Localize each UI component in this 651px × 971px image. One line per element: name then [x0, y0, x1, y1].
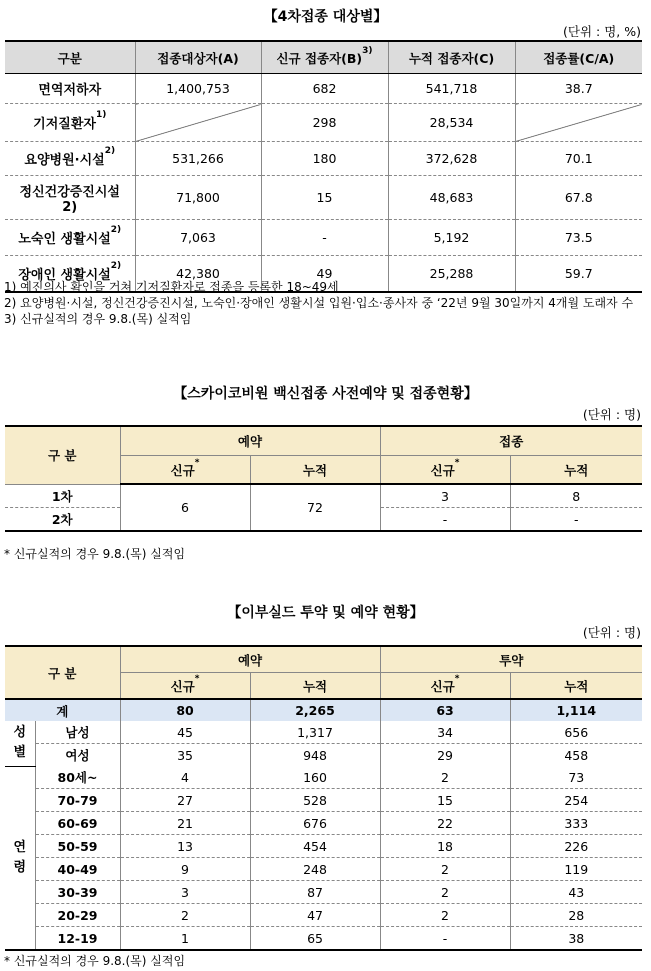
target-value: 7,063: [135, 220, 261, 256]
reserve-cum-value: 1,317: [250, 721, 380, 744]
reserve-cum-value: 47: [250, 904, 380, 927]
row-label-dose1: 1차: [5, 484, 120, 508]
vacc-cum-value: 8: [510, 484, 642, 508]
admin-cum-value: 656: [510, 721, 642, 744]
total-reserve-new: 80: [120, 699, 250, 721]
target-value: 71,800: [135, 176, 261, 220]
new-value: 49: [261, 256, 388, 292]
col-header-target: 접종대상자(A): [135, 41, 261, 74]
rate-value: 73.5: [515, 220, 642, 256]
row-label: 40-49: [35, 858, 120, 881]
table-row: [5, 927, 642, 951]
col-header-gubun: 구분: [5, 41, 135, 74]
reserve-new-value: 35: [120, 744, 250, 767]
admin-cum-value: 73: [510, 766, 642, 789]
row-label: 70-79: [35, 789, 120, 812]
admin-new-value: 15: [380, 789, 510, 812]
cumulative-value: 48,683: [388, 176, 515, 220]
table-row: [5, 744, 642, 767]
section2-title: 【스카이코비원 백신접종 사전예약 및 접종현황】: [173, 386, 478, 402]
col-header-reserve-new: 신규*: [120, 673, 250, 700]
table-row: [5, 721, 642, 744]
admin-new-value: -: [380, 927, 510, 951]
reserve-cum-value: 248: [250, 858, 380, 881]
cumulative-value: 372,628: [388, 142, 515, 176]
col-header-administration: 투약: [380, 646, 642, 673]
col-header-cumulative: 누적 접종자(C): [388, 41, 515, 74]
col-header-new: 신규 접종자$(B)^{3)}$: [261, 41, 388, 74]
reserve-cum-value: 948: [250, 744, 380, 767]
target-value: [135, 104, 261, 142]
table-row: [5, 766, 642, 789]
admin-new-value: 2: [380, 858, 510, 881]
row-label: 30-39: [35, 881, 120, 904]
row-label-dose2: 2차: [5, 508, 120, 532]
note-1: 1) 예진의사 확인을 거쳐 기저질환자로 접종을 등록한 18~49세: [4, 280, 339, 294]
cumulative-value: 541,718: [388, 74, 515, 104]
reserve-new-value: 21: [120, 812, 250, 835]
section3-note: * 신규실적의 경우 9.8.(목) 실적임: [4, 954, 186, 968]
admin-new-value: 2: [380, 766, 510, 789]
section3-unit: (단위 : 명): [582, 625, 641, 640]
section1-title: 【4차접종 대상별】: [263, 9, 388, 25]
target-value: 1,400,753: [135, 74, 261, 104]
row-label: 요양병원·시설$^{2)}$: [5, 142, 135, 176]
admin-cum-value: 254: [510, 789, 642, 812]
table-row: [5, 789, 642, 812]
row-label: 면역저하자: [5, 74, 135, 104]
total-reserve-cum: 2,265: [250, 699, 380, 721]
total-admin-cum: 1,114: [510, 699, 642, 721]
vacc-new-value: -: [380, 508, 510, 532]
note-2: 2) 요양병원·시설, 정신건강증진시설, 노숙인·장애인 생활시설 입원·입소·종사자 중 ‘22년 9월 30일까지 4개월 도래자 수: [4, 296, 634, 310]
col-header-reserve-new: 신규*: [120, 456, 250, 485]
vacc-new-value: 3: [380, 484, 510, 508]
new-value: 15: [261, 176, 388, 220]
row-label: 정신건강증진시설 2): [5, 176, 135, 220]
table-header-row: [5, 41, 642, 74]
section3-title: 【이부실드 투약 및 예약 현황】: [227, 605, 424, 621]
col-header-vaccination: 접종: [380, 426, 642, 456]
row-label: 80세~: [35, 766, 120, 789]
col-header-reserve: 예약: [120, 426, 380, 456]
evusheld-table: [5, 645, 642, 951]
table-row: [5, 176, 642, 220]
reserve-cum-value: 65: [250, 927, 380, 951]
section2-unit: (단위 : 명): [582, 407, 641, 422]
admin-new-value: 29: [380, 744, 510, 767]
target-value: 42,380: [135, 256, 261, 292]
total-admin-new: 63: [380, 699, 510, 721]
table-row: [5, 904, 642, 927]
col-header-gubun: 구 분: [5, 426, 120, 484]
admin-cum-value: 119: [510, 858, 642, 881]
new-value: -: [261, 220, 388, 256]
admin-cum-value: 38: [510, 927, 642, 951]
reserve-new-value: 4: [120, 766, 250, 789]
vacc-cum-value: -: [510, 508, 642, 532]
admin-new-value: 2: [380, 881, 510, 904]
reserve-cum-value: 87: [250, 881, 380, 904]
rate-value: 38.7: [515, 74, 642, 104]
total-row: [5, 699, 642, 721]
reserve-new-value: 45: [120, 721, 250, 744]
col-header-admin-cum: 누적: [510, 673, 642, 700]
reserve-cum-value: 72: [250, 484, 380, 531]
admin-new-value: 34: [380, 721, 510, 744]
admin-new-value: 2: [380, 904, 510, 927]
group-label-sex: 성 별: [5, 721, 35, 766]
row-label: 남성: [35, 721, 120, 744]
col-header-rate: 접종률(C/A): [515, 41, 642, 74]
table-row: [5, 142, 642, 176]
row-label: 장애인 생활시설$^{2)}$: [18, 260, 122, 283]
row-label: 60-69: [35, 812, 120, 835]
admin-cum-value: 458: [510, 744, 642, 767]
table-row: [5, 881, 642, 904]
row-label: 여성: [35, 744, 120, 767]
new-value: 682: [261, 74, 388, 104]
table-row: [5, 220, 642, 256]
reserve-cum-value: 454: [250, 835, 380, 858]
row-label: 기저질환자$^{1)}$: [5, 104, 135, 142]
col-header-gubun: 구 분: [5, 646, 120, 699]
cumulative-value: 25,288: [388, 256, 515, 292]
table-row: [5, 484, 642, 508]
note-3: 3) 신규실적의 경우 9.8.(목) 실적임: [4, 312, 192, 326]
new-value: 298: [261, 104, 388, 142]
reserve-cum-value: 676: [250, 812, 380, 835]
col-header-admin-new: 신규*: [380, 673, 510, 700]
reserve-cum-value: 160: [250, 766, 380, 789]
section2-note: * 신규실적의 경우 9.8.(목) 실적임: [4, 547, 186, 561]
reserve-cum-value: 528: [250, 789, 380, 812]
col-header-reserve: 예약: [120, 646, 380, 673]
total-label: 계: [5, 699, 120, 721]
new-value: 180: [261, 142, 388, 176]
admin-new-value: 22: [380, 812, 510, 835]
admin-cum-value: 43: [510, 881, 642, 904]
cumulative-value: 28,534: [388, 104, 515, 142]
admin-cum-value: 28: [510, 904, 642, 927]
reserve-new-value: 2: [120, 904, 250, 927]
reserve-new-value: 27: [120, 789, 250, 812]
table-row: [5, 858, 642, 881]
reserve-new-value: 1: [120, 927, 250, 951]
target-value: 531,266: [135, 142, 261, 176]
col-header-reserve-cum: 누적: [250, 673, 380, 700]
group-label-age: 연 령: [5, 766, 35, 950]
reserve-new-value: 13: [120, 835, 250, 858]
admin-cum-value: 333: [510, 812, 642, 835]
rate-value: 67.8: [515, 176, 642, 220]
section1-unit: (단위 : 명, %): [563, 24, 641, 39]
cumulative-value: 5,192: [388, 220, 515, 256]
rate-value: 70.1: [515, 142, 642, 176]
row-label: 20-29: [35, 904, 120, 927]
table-row: [5, 74, 642, 104]
reserve-new-value: 9: [120, 858, 250, 881]
row-label: 50-59: [35, 835, 120, 858]
rate-value: 59.7: [515, 256, 642, 292]
reserve-new-value: 6: [120, 484, 250, 531]
row-label: 노숙인 생활시설$^{2)}$: [5, 220, 135, 256]
table-row: [5, 835, 642, 858]
table-header-row: [5, 646, 642, 673]
col-header-vacc-cum: 누적: [510, 456, 642, 485]
rate-value: [515, 104, 642, 142]
vaccination-4th-table: [5, 40, 642, 293]
section1-notes: [4, 279, 644, 327]
table-row: [5, 104, 642, 142]
reserve-new-value: 3: [120, 881, 250, 904]
admin-cum-value: 226: [510, 835, 642, 858]
col-header-reserve-cum: 누적: [250, 456, 380, 485]
admin-new-value: 18: [380, 835, 510, 858]
col-header-vacc-new: 신규*: [380, 456, 510, 485]
table-row: [5, 812, 642, 835]
skycovione-table: [5, 425, 642, 532]
table-header-row: [5, 426, 642, 456]
row-label: 12-19: [35, 927, 120, 951]
